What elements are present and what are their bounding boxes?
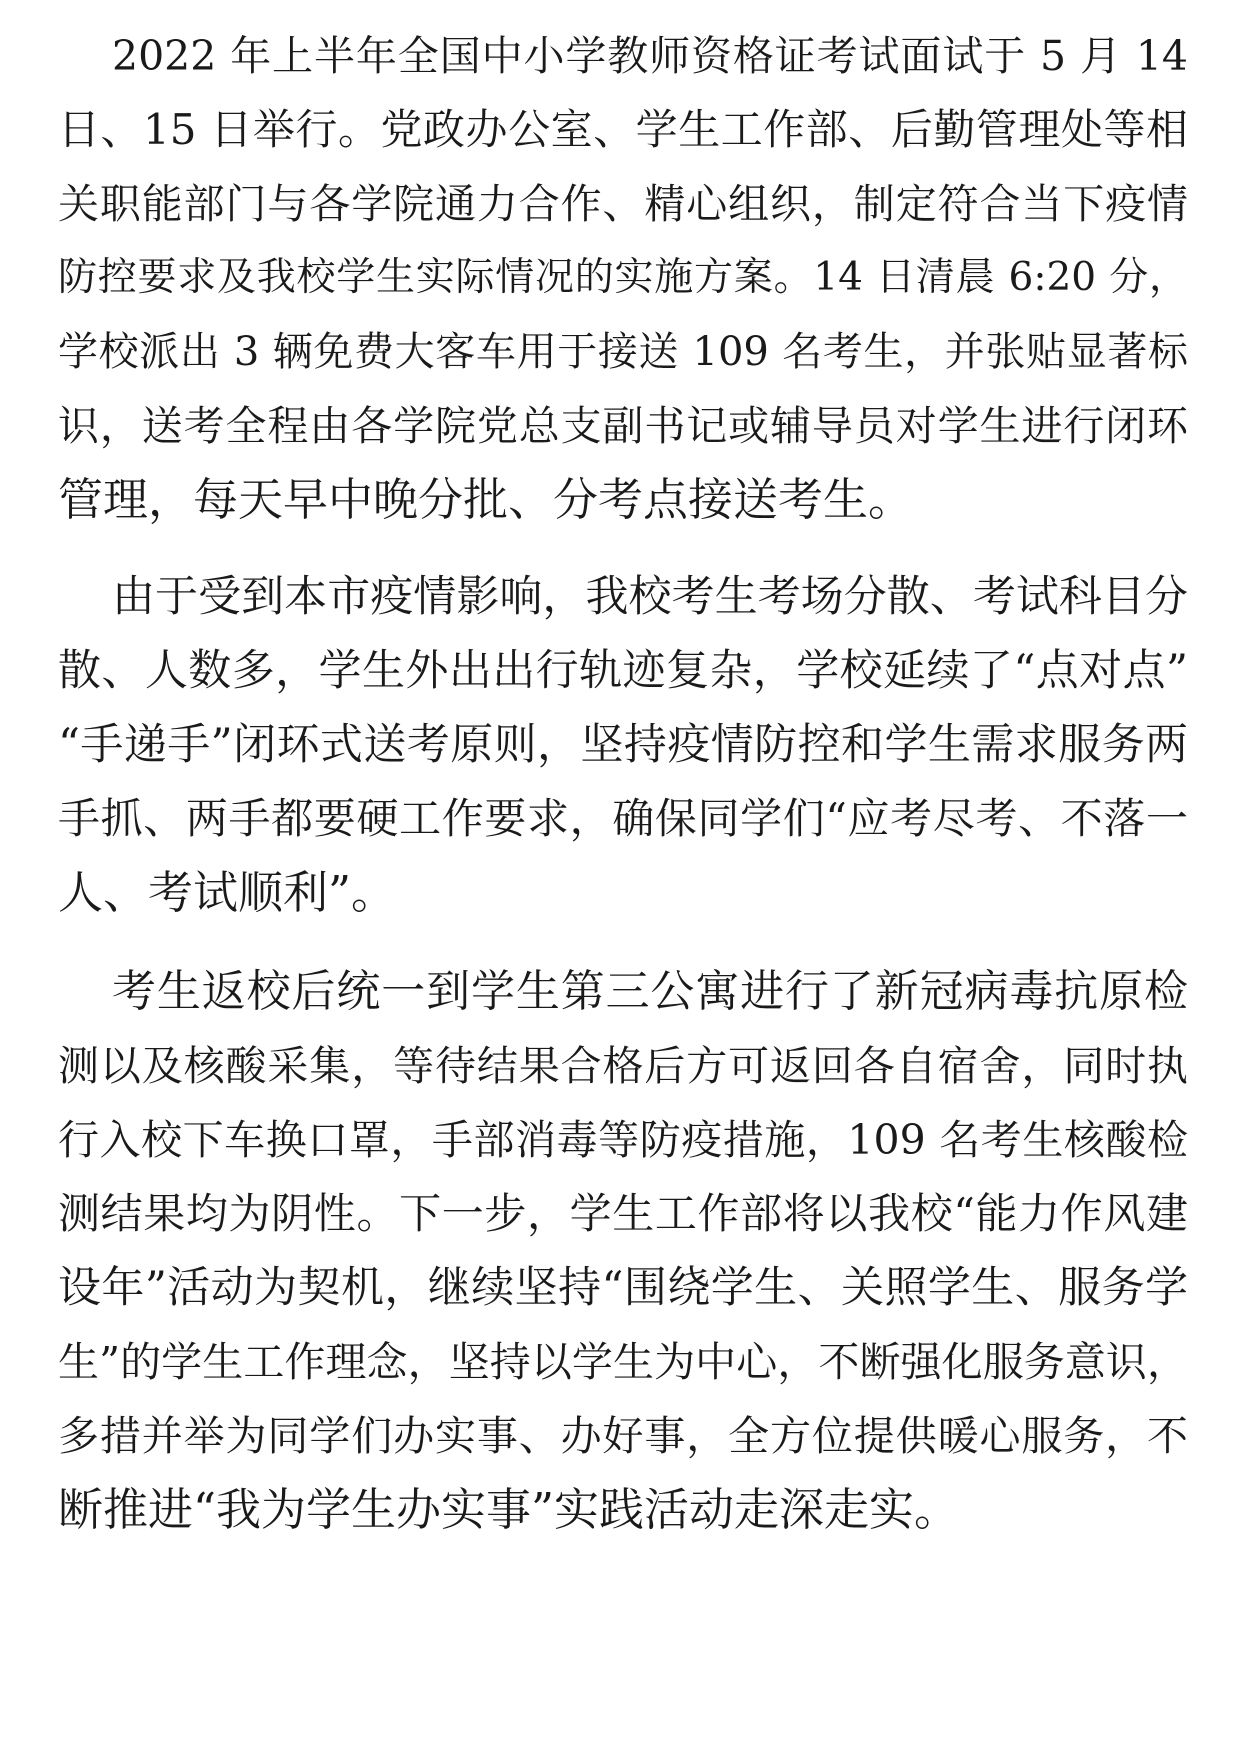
paragraph-line: 管理，每天早中晚分批、分考点接送考生。 — [58, 473, 914, 526]
paragraph-line: 行入校下车换口罩，手部消毒等防疫措施，109 名考生核酸检 — [58, 1116, 1188, 1164]
paragraph-line: 2022 年上半年全国中小学教师资格证考试面试于 5 月 14 — [112, 32, 1188, 80]
paragraph-line: 断推进“我为学生办实事”实践活动走深走实。 — [58, 1483, 960, 1536]
paragraph-line: 日、15 日举行。党政办公室、学生工作部、后勤管理处等相 — [58, 105, 1188, 154]
paragraph-line: 学校派出 3 辆免费大客车用于接送 109 名考生，并张贴显著标 — [58, 329, 1188, 375]
paragraph-line: “手递手”闭环式送考原则，坚持疫情防控和学生需求服务两 — [58, 720, 1188, 770]
paragraph-line: 识，送考全程由各学院党总支副书记或辅导员对学生进行闭环 — [58, 402, 1188, 450]
paragraph-line: 防控要求及我校学生实际情况的实施方案。14 日清晨 6:20 分， — [58, 255, 1188, 300]
paragraph-line: 由于受到本市疫情影响，我校考生考场分散、考试科目分 — [112, 572, 1188, 622]
paragraph-line: 多措并举为同学们办实事、办好事，全方位提供暖心服务，不 — [58, 1412, 1188, 1460]
paragraph-line: 考生返校后统一到学生第三公寓进行了新冠病毒抗原检 — [112, 966, 1188, 1017]
paragraph-line: 人、考试顺利”。 — [58, 866, 397, 919]
paragraph-line: 生”的学生工作理念，坚持以学生为中心，不断强化服务意识， — [58, 1338, 1188, 1386]
paragraph-line: 手抓、两手都要硬工作要求，确保同学们“应考尽考、不落一 — [58, 794, 1188, 843]
paragraph-line: 关职能部门与各学院通力合作、精心组织，制定符合当下疫情 — [58, 180, 1188, 228]
paragraph-line: 测结果均为阴性。下一步，学生工作部将以我校“能力作风建 — [58, 1189, 1188, 1238]
paragraph-line: 设年”活动为契机，继续坚持“围绕学生、关照学生、服务学 — [58, 1263, 1188, 1313]
paragraph-line: 测以及核酸采集，等待结果合格后方可返回各自宿舍，同时执 — [58, 1042, 1188, 1090]
paragraph-line: 散、人数多，学生外出出行轨迹复杂，学校延续了“点对点” — [58, 646, 1188, 696]
